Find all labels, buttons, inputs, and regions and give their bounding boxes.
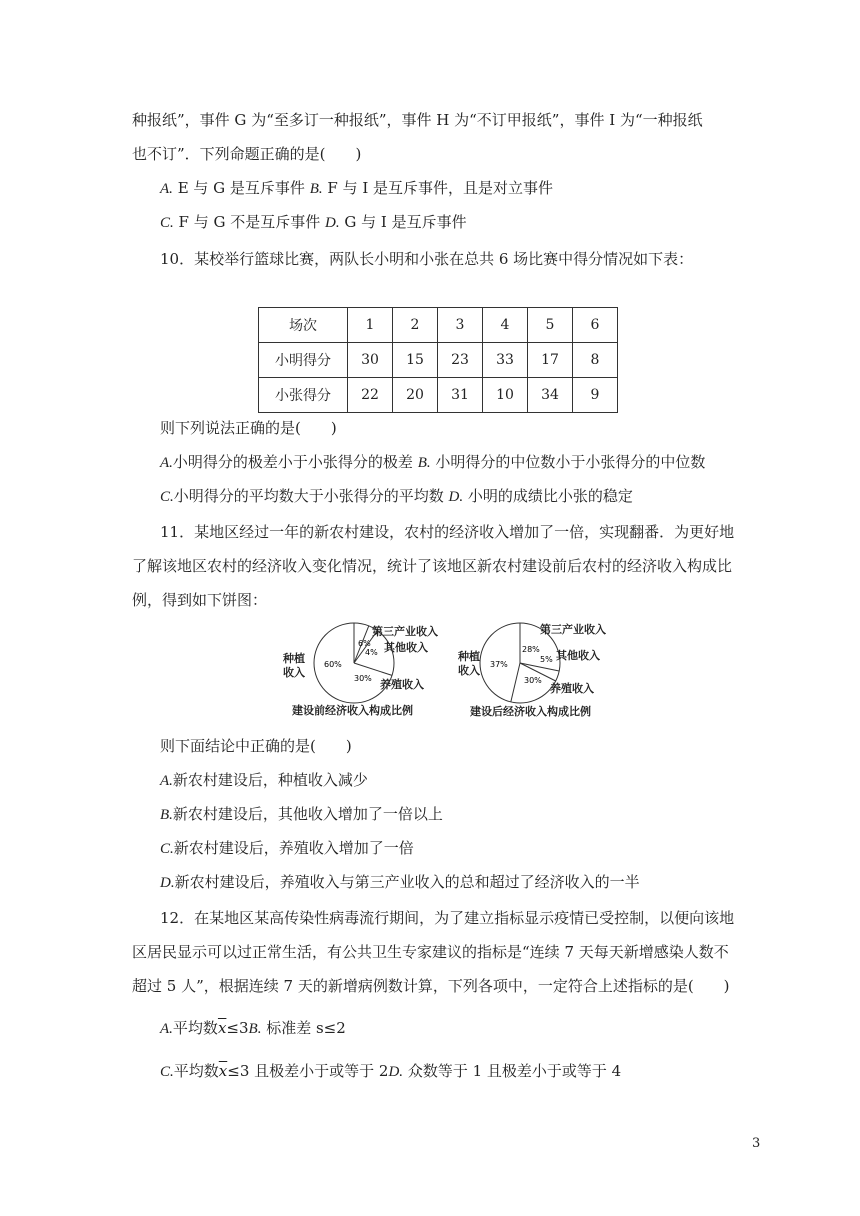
q11-stem-line2: 了解该地区农村的经济收入变化情况，统计了该地区新农村建设前后农村的经济收入构成比 [132,557,733,575]
q11-option-d [160,872,640,893]
pie-before-pct-tertiary: 6% [358,639,371,648]
pie-after-pct-tertiary: 28% [522,645,540,654]
table-cell: 31 [438,378,483,413]
table-row [259,378,618,413]
score-table [258,307,618,413]
pie-after-label-farming-2: 收入 [458,664,480,677]
table-cell: 20 [393,378,438,413]
q12-option-b-text: 标准差 s≤2 [261,1019,346,1037]
q11-option-b [160,804,443,825]
q9-option-b-letter: B. [309,181,323,197]
q12-option-c-post: ≤3 且极差小于或等于 2 [227,1062,389,1080]
q12-stem-line1: 12．在某地区某高传染性病毒流行期间，为了建立指标显示疫情已受控制，以便向该地 [160,909,735,927]
q9-option-c-text: F 与 G 不是互斥事件 [173,213,325,231]
q10-option-d-letter: D. [448,489,464,505]
pie-before-caption: 建设前经济收入构成比例 [292,704,413,717]
pie-after-label-other: 其他收入 [556,649,600,662]
q12-option-c-mean-symbol: $\overline{x}$ [218,1062,228,1080]
table-cell: 8 [573,343,618,378]
pie-before-pct-farming: 60% [324,660,342,669]
q9-option-a-text: E 与 G 是互斥事件 [172,179,310,197]
q10-prompt: 则下列说法正确的是( ) [160,419,337,437]
pie-after-pct-breeding: 30% [524,676,542,685]
table-cell: 30 [348,343,393,378]
q11-option-d-letter: D. [160,875,175,891]
pie-after-pct-other: 5% [540,655,553,664]
table-header-row [259,308,618,343]
q9-options-cd [160,212,467,233]
pie-before-label-farming-2: 收入 [283,666,305,679]
table-cell: 10 [483,378,528,413]
q10-options-cd [160,486,633,507]
q11-stem-line1: 11．某地区经过一年的新农村建设，农村的经济收入增加了一倍，实现翻番．为更好地 [160,523,735,541]
q11-option-c-letter: C. [160,841,174,857]
q12-option-a-pre: 平均数 [172,1019,218,1037]
q9-stem-line1: 种报纸”，事件 G 为“至多订一种报纸”，事件 H 为“不订甲报纸”，事件 I 为“一种报纸 [132,111,703,129]
q12-option-b-letter: B. [248,1021,262,1037]
pie-after-pct-farming: 37% [490,660,508,669]
q12-option-d-text: 众数等于 1 且极差小于或等于 4 [403,1062,622,1080]
table-cell: 场次 [259,308,348,343]
table-cell: 2 [393,308,438,343]
table-cell: 3 [438,308,483,343]
pie-before-pct-other: 4% [365,648,378,657]
pie-before-label-tertiary: 第三产业收入 [372,625,438,638]
table-cell: 1 [348,308,393,343]
q12-option-a-mean-symbol: $\overline{x}$ [217,1019,227,1037]
pie-after-label-tertiary: 第三产业收入 [540,623,606,636]
q10-option-a-text: 小明得分的极差小于小张得分的极差 [172,453,418,471]
q11-option-d-text: 新农村建设后，养殖收入与第三产业收入的总和超过了经济收入的一半 [174,873,640,891]
table-cell: 小明得分 [259,343,348,378]
pie-before-label-other: 其他收入 [384,641,428,654]
q9-options-ab [160,178,553,199]
q11-option-a-letter: A. [160,773,173,789]
q12-option-a-letter: A. [160,1021,173,1037]
q11-option-c [160,838,414,859]
q12-stem-line2: 区居民显示可以过正常生活，有公共卫生专家建议的指标是“连续 7 天每天新增感染人数不 [132,943,729,961]
pie-before-label-breeding: 养殖收入 [380,678,424,691]
q10-option-c-text: 小明得分的平均数大于小张得分的平均数 [173,487,449,505]
table-cell: 22 [348,378,393,413]
pie-after-caption: 建设后经济收入构成比例 [470,705,591,718]
q11-option-a [160,770,368,791]
pie-before-label-farming-1: 种植 [283,652,305,665]
q9-option-d-text: G 与 I 是互斥事件 [339,213,467,231]
table-cell: 34 [528,378,573,413]
q10-stem: 10．某校举行篮球比赛，两队长小明和小张在总共 6 场比赛中得分情况如下表： [160,250,694,268]
q12-option-a-post: ≤3 [226,1019,249,1037]
q11-option-b-letter: B. [160,807,173,823]
q10-option-b-text: 小明得分的中位数小于小张得分的中位数 [430,453,706,471]
q9-option-b-text: F 与 I 是互斥事件，且是对立事件 [322,179,554,197]
pie-before-pct-breeding: 30% [354,674,372,683]
table-cell: 小张得分 [259,378,348,413]
q12-options-cd [160,1061,621,1082]
table-cell: 5 [528,308,573,343]
page-number: 3 [752,1136,761,1151]
q11-stem-line3: 例，得到如下饼图： [132,591,268,609]
q9-option-d-letter: D. [325,215,340,231]
table-row [259,343,618,378]
q10-options-ab [160,452,705,473]
pie-after-label-breeding: 养殖收入 [550,682,594,695]
q11-option-b-text: 新农村建设后，其他收入增加了一倍以上 [172,805,443,823]
q11-option-c-text: 新农村建设后，养殖收入增加了一倍 [173,839,414,857]
q12-option-d-letter: D. [388,1064,404,1080]
table-cell: 9 [573,378,618,413]
q10-option-a-letter: A. [160,455,173,471]
q10-option-d-text: 小明的成绩比小张的稳定 [463,487,633,505]
table-cell: 15 [393,343,438,378]
q12-option-c-pre: 平均数 [173,1062,219,1080]
q9-option-c-letter: C. [160,215,174,231]
table-cell: 17 [528,343,573,378]
table-cell: 33 [483,343,528,378]
q12-option-c-letter: C. [160,1064,174,1080]
table-cell: 6 [573,308,618,343]
table-cell: 23 [438,343,483,378]
q10-option-c-letter: C. [160,489,174,505]
table-cell: 4 [483,308,528,343]
q10-option-b-letter: B. [417,455,431,471]
q12-stem-line3: 超过 5 人”，根据连续 7 天的新增病例数计算，下列各项中，一定符合上述指标的是( ) [132,977,730,995]
q12-options-ab [160,1018,346,1039]
q11-prompt: 则下面结论中正确的是( ) [160,737,352,755]
q11-option-a-text: 新农村建设后，种植收入减少 [172,771,368,789]
q9-option-a-letter: A. [160,181,173,197]
q9-stem-line2: 也不订”．下列命题正确的是( ) [132,145,362,163]
pie-after-label-farming-1: 种植 [458,650,480,663]
